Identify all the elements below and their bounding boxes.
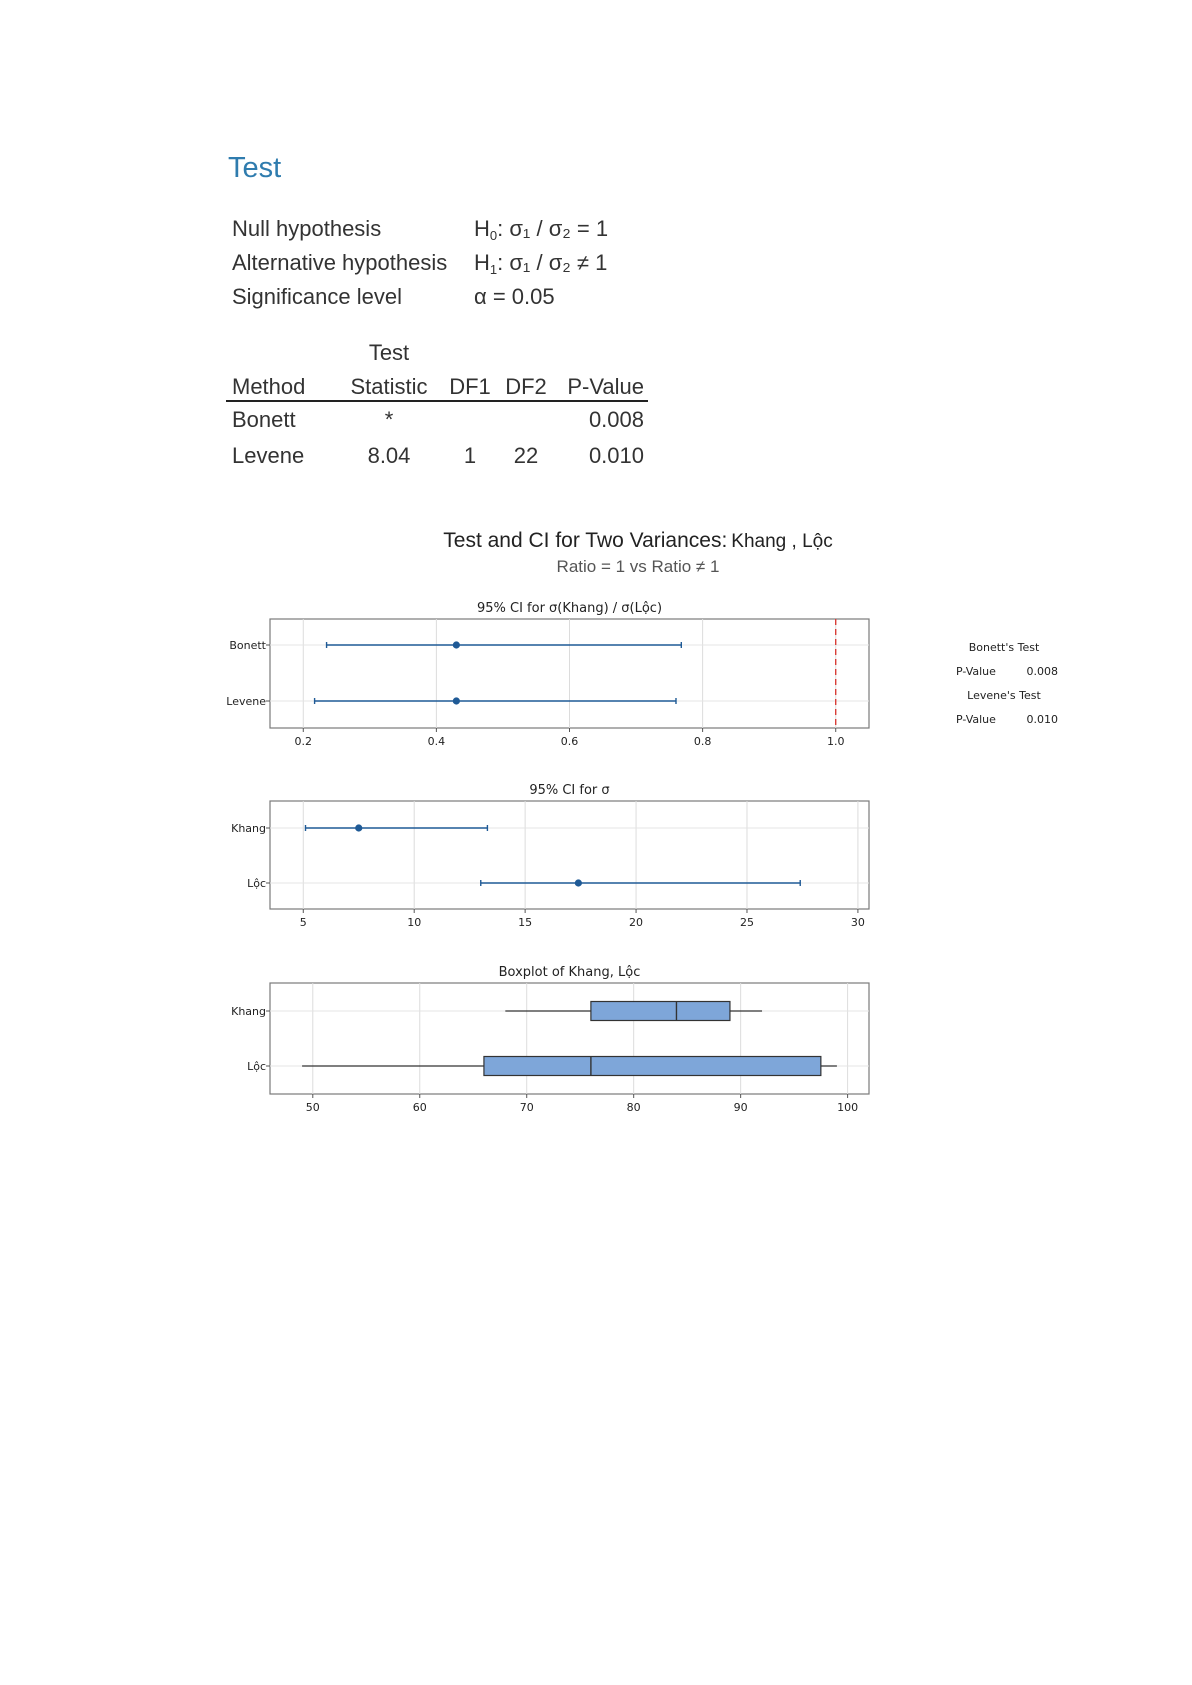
table-header-cell: Statistic xyxy=(336,366,442,401)
x-tick-label: 15 xyxy=(518,916,533,929)
panel-title: Boxplot of Khang, Lộc xyxy=(498,965,641,980)
hypothesis-label: Significance level xyxy=(232,284,402,309)
box-iqr xyxy=(484,1057,821,1076)
levene-p-label: P-Value xyxy=(956,713,996,726)
table-cell: 1 xyxy=(463,443,477,468)
category-label-l-c: Lộc xyxy=(247,877,266,890)
box-iqr xyxy=(591,1002,730,1021)
hypothesis-value: α = 0.05 xyxy=(474,284,555,309)
table-cell: Bonett xyxy=(232,407,296,432)
p-value-summary xyxy=(956,641,1058,726)
section-heading: Test xyxy=(228,152,282,184)
table-cell: 0.008 xyxy=(588,407,644,432)
figure-subtitle: Ratio = 1 vs Ratio ≠ 1 xyxy=(556,557,720,576)
x-tick-label: 70 xyxy=(519,1101,534,1114)
x-tick-label: 0.4 xyxy=(427,735,446,748)
ci-sigma-panel xyxy=(231,783,869,929)
category-label-levene: Levene xyxy=(226,695,266,708)
table-cell: 0.010 xyxy=(588,443,644,468)
boxplot-panel xyxy=(231,965,869,1114)
plot-area xyxy=(270,983,869,1094)
bonett-test-title: Bonett's Test xyxy=(968,641,1040,654)
panel-title: 95% CI for σ xyxy=(529,783,610,798)
x-tick-label: 90 xyxy=(733,1101,748,1114)
panel-title: 95% CI for σ(Khang) / σ(Lộc) xyxy=(476,601,663,616)
figure-title: Test and CI for Two Variances: Khang , Lộc xyxy=(443,529,833,552)
bonett-p-value: 0.008 xyxy=(1026,665,1058,678)
x-tick-label: 20 xyxy=(629,916,644,929)
category-label-khang: Khang xyxy=(231,822,266,835)
table-header-cell: P-Value xyxy=(554,366,648,401)
table-header-cell: Method xyxy=(226,366,336,401)
levene-p-value: 0.010 xyxy=(1026,713,1058,726)
x-tick-label: 30 xyxy=(850,916,865,929)
ci-estimate-point xyxy=(453,697,460,704)
plot-area xyxy=(270,801,869,909)
table-cell: 8.04 xyxy=(367,443,411,468)
x-tick-label: 0.6 xyxy=(560,735,579,748)
hypothesis-value: $H_0$: σ₁ / σ₂ = 1 xyxy=(474,216,609,243)
table-cell: Levene xyxy=(232,443,305,468)
ci-estimate-point xyxy=(575,879,582,886)
ci-estimate-point xyxy=(355,824,362,831)
x-tick-label: 5 xyxy=(299,916,307,929)
bonett-p-label: P-Value xyxy=(956,665,996,678)
x-tick-label: 50 xyxy=(305,1101,320,1114)
table-cell: 22 xyxy=(513,443,539,468)
x-tick-label: 60 xyxy=(412,1101,427,1114)
x-tick-label: 80 xyxy=(626,1101,641,1114)
table-header-cell: Test xyxy=(368,340,410,365)
x-tick-label: 0.2 xyxy=(294,735,313,748)
category-label-bonett: Bonett xyxy=(229,639,266,652)
category-label-l-c: Lộc xyxy=(247,1060,266,1073)
category-label-khang: Khang xyxy=(231,1005,266,1018)
levene-test-title: Levene's Test xyxy=(967,689,1041,702)
hypothesis-label: Alternative hypothesis xyxy=(232,250,448,275)
table-header-cell: DF2 xyxy=(498,366,554,401)
x-tick-label: 10 xyxy=(407,916,422,929)
hypothesis-label: Null hypothesis xyxy=(232,216,382,241)
ci-ratio-panel xyxy=(226,601,869,748)
x-tick-label: 25 xyxy=(739,916,754,929)
ci-estimate-point xyxy=(453,641,460,648)
table-header-cell: DF1 xyxy=(442,366,498,401)
hypothesis-value: $H_1$: σ₁ / σ₂ ≠ 1 xyxy=(474,250,608,277)
x-tick-label: 1.0 xyxy=(826,735,845,748)
table-cell: * xyxy=(384,407,394,432)
x-tick-label: 100 xyxy=(837,1101,859,1114)
x-tick-label: 0.8 xyxy=(693,735,712,748)
